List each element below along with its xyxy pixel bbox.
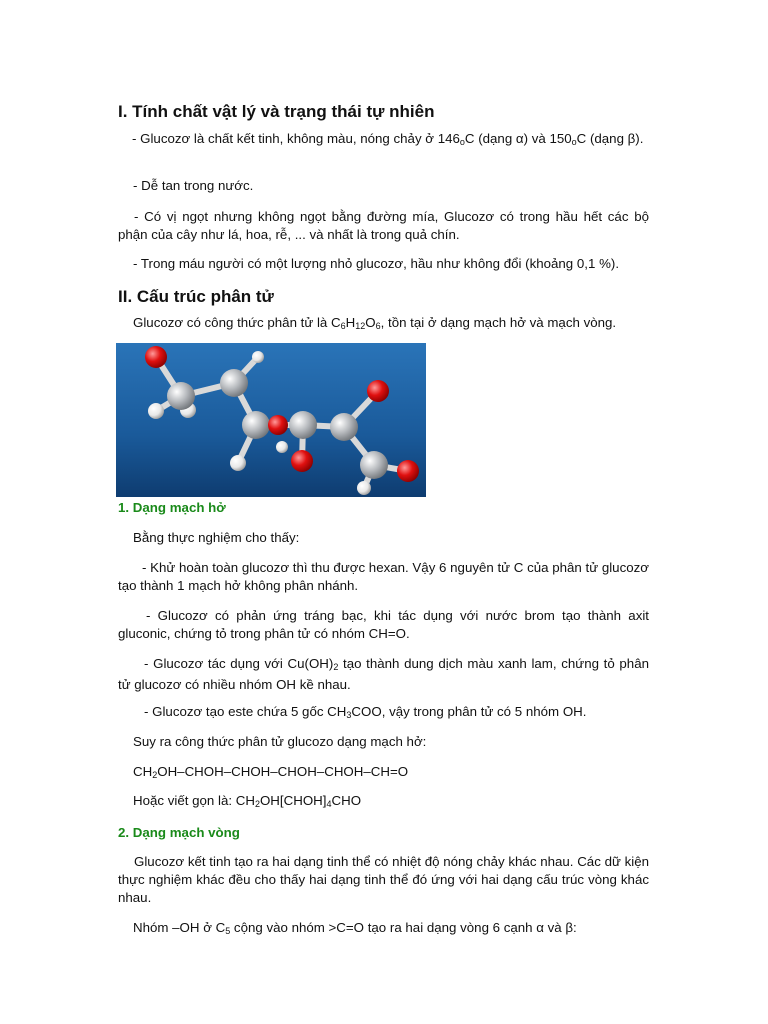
open-chain-p3: - Glucozơ có phản ứng tráng bạc, khi tác dụng với nước brom tạo thành axit gluconic, chứng tỏ trong phân tử có nhóm CH=O. (118, 608, 649, 641)
section2-heading: II. Cấu trúc phân tử (118, 287, 274, 306)
text: Hoặc viết gọn là: CH (133, 793, 255, 808)
sub: 4 (326, 799, 332, 809)
sub: 6 (340, 321, 346, 331)
text: OH–CHOH–CHOH–CHOH–CHOH–CH=O (157, 764, 409, 779)
text: C (dạng β). (576, 131, 644, 146)
open-chain-formula (133, 763, 408, 784)
sub: 5 (225, 926, 231, 936)
text: CH (133, 764, 153, 779)
open-chain-p6: Suy ra công thức phân tử glucozo dạng mạch hở: (133, 734, 427, 749)
section1-heading: I. Tính chất vật lý và trạng thái tự nhiên (118, 102, 435, 121)
open-chain-p4 (118, 655, 649, 694)
sub: 12 (355, 321, 366, 331)
sub: 6 (375, 321, 381, 331)
section2-intro (133, 314, 616, 335)
text: - Glucozơ tác dụng với Cu(OH) (144, 656, 334, 671)
sub: 3 (346, 710, 352, 720)
section1-p4: - Trong máu người có một lượng nhỏ glucozơ, hầu như không đổi (khoảng 0,1 %). (133, 256, 620, 271)
sub: 2 (152, 770, 158, 780)
text: Glucozơ có công thức phân tử là C (133, 315, 341, 330)
text: H (345, 315, 356, 330)
open-chain-heading: 1. Dạng mạch hở (118, 500, 226, 515)
text: OH[CHOH] (259, 793, 327, 808)
text: Nhóm –OH ở C (133, 920, 226, 935)
text: C (dạng α) và 150 (464, 131, 572, 146)
text: tạo thành dung dịch màu xanh lam, chứng tỏ phân tử glucozơ có nhiều nhóm OH kề nhau. (118, 656, 649, 692)
text: COO, vậy trong phân tử có 5 nhóm OH. (351, 704, 587, 719)
open-chain-short-formula (133, 792, 361, 813)
text: cộng vào nhóm >C=O tạo ra hai dạng vòng 6 cạnh α và β: (230, 920, 577, 935)
ring-heading: 2. Dạng mạch vòng (118, 825, 240, 840)
glucose-molecule-image (116, 343, 426, 497)
ring-p1: Glucozơ kết tinh tạo ra hai dạng tinh thể có nhiệt độ nóng chảy khác nhau. Các dữ kiện thực nghiệm khác đều cho thấy hai dạng tinh thể đó ứng với hai dạng cấu trúc vòng khác nhau. (118, 854, 649, 905)
open-chain-p5 (144, 703, 586, 724)
sub: o (459, 137, 465, 147)
section1-p3: - Có vị ngọt nhưng không ngọt bằng đường mía, Glucozơ có trong hầu hết các bộ phận của cây như lá, hoa, rễ, ... và nhất là trong quả chín. (118, 209, 649, 242)
text: - Glucozơ tạo este chứa 5 gốc CH (144, 704, 347, 719)
section1-p1 (118, 130, 649, 151)
text: CHO (331, 793, 362, 808)
molecule-illustration (116, 343, 426, 497)
open-chain-p2: - Khử hoàn toàn glucozơ thì thu được hexan. Vậy 6 nguyên tử C của phân tử glucozơ tạo thành 1 mạch hở không phân nhánh. (118, 560, 649, 593)
text: O (365, 315, 376, 330)
sub: 2 (254, 799, 260, 809)
section1-p2: - Dễ tan trong nước. (133, 178, 254, 193)
ring-p2 (133, 919, 577, 940)
sub: 2 (333, 662, 339, 672)
open-chain-p1: Bằng thực nghiệm cho thấy: (133, 530, 300, 545)
text: , tồn tại ở dạng mạch hở và mạch vòng. (380, 315, 617, 330)
sub: o (571, 137, 577, 147)
text: - Glucozơ là chất kết tinh, không màu, nóng chảy ở 146 (132, 131, 460, 146)
